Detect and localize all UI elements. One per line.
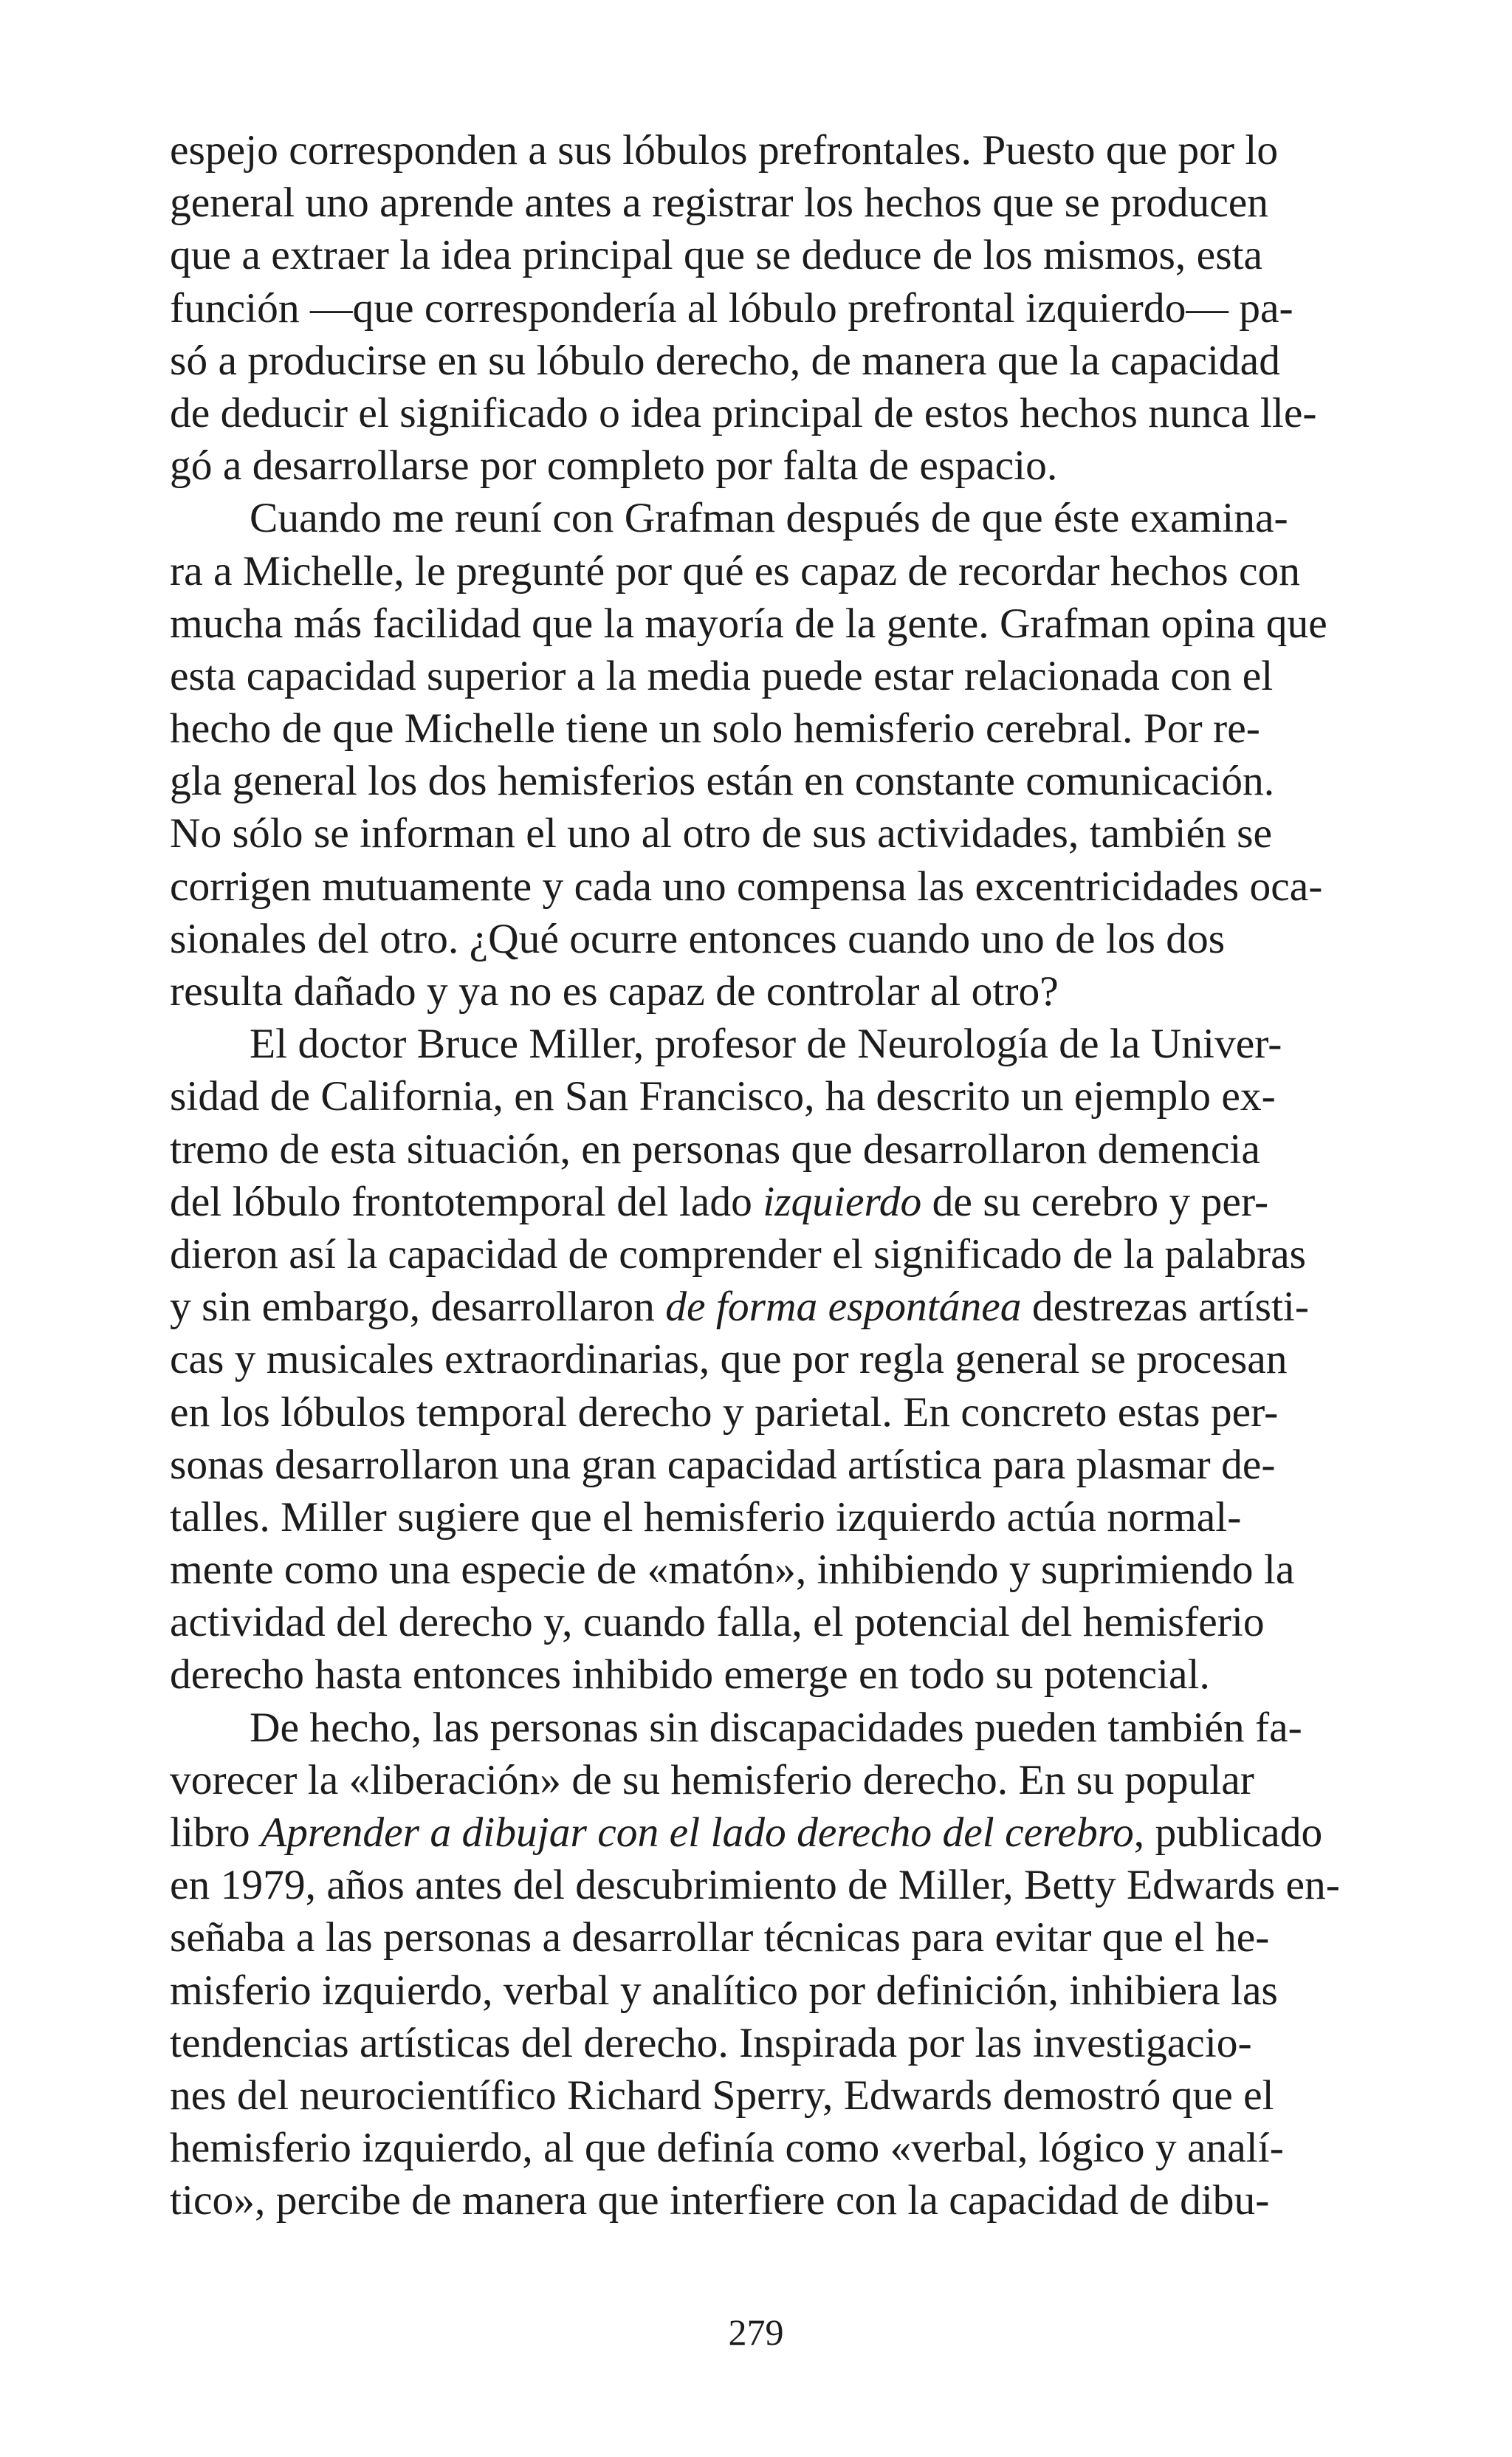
text-line: De hecho, las personas sin discapacidades pueden también fa- bbox=[250, 1704, 1302, 1751]
text-line: función —que correspondería al lóbulo prefrontal izquierdo— pa- bbox=[170, 284, 1293, 332]
page-number: 279 bbox=[728, 2312, 784, 2353]
text-line: talles. Miller sugiere que el hemisferio izquierdo actúa normal- bbox=[170, 1493, 1242, 1541]
emphasis: de forma espontánea bbox=[665, 1284, 1022, 1331]
text-line: libro Aprender a dibujar con el lado derecho del cerebro, publicado bbox=[170, 1809, 1323, 1856]
text-line: sonas desarrollaron una gran capacidad artística para plasmar de- bbox=[170, 1441, 1276, 1488]
page-body bbox=[170, 124, 1389, 2227]
text-line: que a extraer la idea principal que se deduce de los mismos, esta bbox=[170, 232, 1263, 279]
text-line: nes del neurocientífico Richard Sperry, Edwards demostró que el bbox=[170, 2072, 1274, 2119]
text-line: mente como una especie de «matón», inhibiendo y suprimiendo la bbox=[170, 1546, 1295, 1594]
text-line: señaba a las personas a desarrollar técnicas para evitar que el he- bbox=[170, 1914, 1270, 1961]
text-line: tendencias artísticas del derecho. Inspirada por las investigacio- bbox=[170, 2019, 1252, 2066]
text-line: en 1979, años antes del descubrimiento de Miller, Betty Edwards en- bbox=[170, 1862, 1340, 1909]
text-line: y sin embargo, desarrollaron de forma espontánea destrezas artísti- bbox=[170, 1284, 1310, 1331]
text-line: derecho hasta entonces inhibido emerge en todo su potencial. bbox=[170, 1651, 1210, 1699]
text-line: gla general los dos hemisferios están en constante comunicación. bbox=[170, 758, 1275, 805]
text-line: resulta dañado y ya no es capaz de controlar al otro? bbox=[170, 968, 1059, 1015]
text-line: tico», percibe de manera que interfiere con la capacidad de dibu- bbox=[170, 2177, 1270, 2224]
emphasis: izquierdo bbox=[763, 1178, 922, 1225]
text-line: dieron así la capacidad de comprender el significado de la palabras bbox=[170, 1230, 1307, 1278]
text-line: vorecer la «liberación» de su hemisferio derecho. En su popular bbox=[170, 1756, 1254, 1803]
text-line: El doctor Bruce Miller, profesor de Neurología de la Univer- bbox=[250, 1021, 1282, 1068]
text-line: só a producirse en su lóbulo derecho, de manera que la capacidad bbox=[170, 337, 1280, 384]
text-line: actividad del derecho y, cuando falla, el potencial del hemisferio bbox=[170, 1599, 1265, 1646]
text-line: de deducir el significado o idea principal de estos hechos nunca lle- bbox=[170, 389, 1317, 436]
emphasis: Aprender a dibujar con el lado derecho del cerebro bbox=[260, 1809, 1134, 1856]
text-line: esta capacidad superior a la media puede estar relacionada con el bbox=[170, 652, 1274, 699]
text-line: mucha más facilidad que la mayoría de la gente. Grafman opina que bbox=[170, 600, 1327, 647]
text-line: espejo corresponden a sus lóbulos prefrontales. Puesto que por lo bbox=[170, 127, 1279, 174]
text-line: misferio izquierdo, verbal y analítico por definición, inhibiera las bbox=[170, 1967, 1278, 2014]
text-line: en los lóbulos temporal derecho y parietal. En concreto estas per- bbox=[170, 1388, 1279, 1436]
text-line: sidad de California, en San Francisco, ha descrito un ejemplo ex- bbox=[170, 1073, 1276, 1120]
text-line: Cuando me reuní con Grafman después de que éste examina- bbox=[250, 495, 1288, 542]
text-line: general uno aprende antes a registrar los hechos que se producen bbox=[170, 179, 1269, 227]
text-line: hemisferio izquierdo, al que definía como «verbal, lógico y analí- bbox=[170, 2125, 1284, 2172]
text-line: hecho de que Michelle tiene un solo hemisferio cerebral. Por re- bbox=[170, 705, 1260, 753]
text-line: gó a desarrollarse por completo por falta de espacio. bbox=[170, 442, 1058, 490]
text-line: sionales del otro. ¿Qué ocurre entonces cuando uno de los dos bbox=[170, 915, 1226, 962]
text-line: cas y musicales extraordinarias, que por regla general se procesan bbox=[170, 1336, 1288, 1383]
text-line: corrigen mutuamente y cada uno compensa las excentricidades oca- bbox=[170, 863, 1323, 910]
text-line: No sólo se informan el uno al otro de sus actividades, también se bbox=[170, 810, 1273, 857]
text-line: tremo de esta situación, en personas que desarrollaron demencia bbox=[170, 1125, 1260, 1173]
text-line: ra a Michelle, le pregunté por qué es capaz de recordar hechos con bbox=[170, 547, 1300, 594]
text-line: del lóbulo frontotemporal del lado izquierdo de su cerebro y per- bbox=[170, 1178, 1269, 1225]
